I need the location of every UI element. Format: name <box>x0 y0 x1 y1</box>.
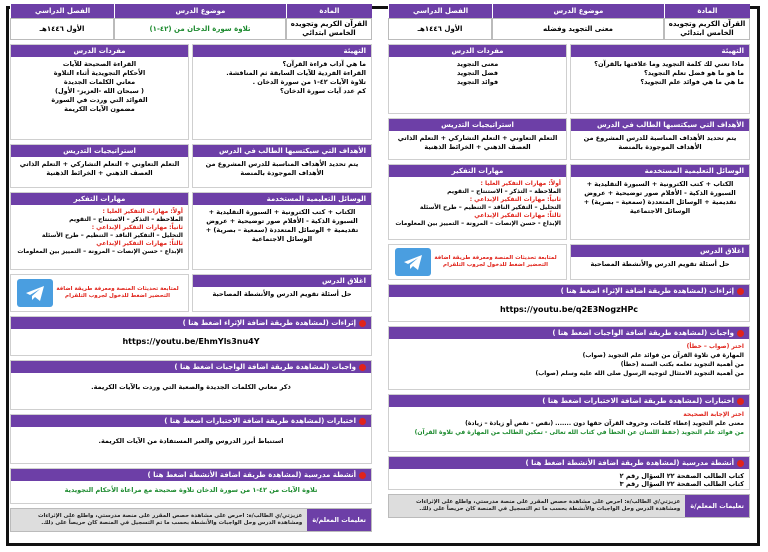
enrich-title[interactable]: إثراءات (لمشاهدة طريقة اضافة الإثراء اضغط هنا ) <box>389 285 749 297</box>
thinking-level-2: ثانياً: مهارات التفكير الإبداعي : <box>91 224 183 231</box>
content-line: الفوائد التي وردت في السورة <box>51 96 148 104</box>
term-value: الأول ١٤٤٦هـ <box>10 18 114 40</box>
thinking-box <box>388 164 567 240</box>
homework-box <box>388 326 750 390</box>
intro-line: تلاوة الآيات ٤٢-١ من سورة الدخان . <box>252 78 366 86</box>
tests-line: من فوائد علم التجويد (حفظ اللسان عن الخطأ في كتاب الله تعالى - تمكين الطالب من المهارة في تلاوة القرآن) <box>414 429 744 436</box>
activities-line: كتاب الطالب الصفحة ٢٢ السؤال رقم ٢ <box>619 472 744 480</box>
intro-box <box>570 44 750 114</box>
content-line: مضمون الآيات الكريمة <box>64 105 135 113</box>
content-box <box>388 44 567 114</box>
homework-line: من أهمية التجويد الامتثال لتوجيه الرسول صلى الله عليه وسلم (صواب) <box>535 370 744 377</box>
enrich-link[interactable]: https://youtu.be/EhmYls3nu4Y <box>122 337 260 346</box>
homework-line: المهارة في تلاوة القرآن من فوائد علم التجويد (صواب) <box>582 352 744 359</box>
goals-text: يتم تحديد الأهداف المناسبة للدرس المشروع من الأهداف الموجودة بالمنصة <box>583 134 737 151</box>
thinking-level-3: ثالثاً: مهارات التفكير الإبداعي <box>474 212 561 219</box>
tests-line: معنى علم التجويد إعطاء كلمات، وحروف القرآن حقها دون ....... (نقص - نقص أو زيادة – زيادة) <box>465 420 744 427</box>
telegram-text: لمتابعة تحديثات المنصة ومعرفة طريقة اضافة التحضير اضغط للدخول لجروب التلقرام <box>434 255 557 268</box>
content-title: مفردات الدرس <box>11 45 188 57</box>
aids-text: الكتاب + كتب الكترونية + السبورة التقليدية + السبورة الذكية - الأقلام صور توضيحية + عروض تقديمية + الوسائل المتعددة (سمعية – بصرية) + الوسائل الاجتماعية <box>583 180 737 215</box>
intro-line: كم عدد آيات سورة الدخان؟ <box>279 87 366 95</box>
subject-header: المادة <box>286 4 372 18</box>
strategies-title: استراتيجيات التدريس <box>389 119 566 131</box>
topic-value: معنى التجويد وفضله <box>492 18 664 40</box>
aids-title: الوسائل التعليمية المستخدمة <box>571 165 749 177</box>
goals-title: الأهداف التي سيكتسبها الطالب في الدرس <box>193 145 371 157</box>
header-labels <box>10 4 372 18</box>
content-line: معنى التجويد <box>456 60 499 68</box>
record-icon <box>737 398 744 405</box>
thinking-text-3: الإبداع - حسن الإنصات – المرونة – التمييز بين المعلومات <box>395 220 561 227</box>
intro-box <box>192 44 372 140</box>
homework-line: من أهمية التجويد تعلمه بكتب السنة (خطأ) <box>620 361 744 368</box>
closing-text: حل أسئلة تقويم الدرس والأنشطة المصاحبة <box>590 260 730 268</box>
content-line: فوائد التجويد <box>456 78 499 86</box>
topic-header: موضوع الدرس <box>492 4 664 18</box>
notes-text: عزيزتي/ي الطالب/ة: احرص على مشاهدة حصص المقرر على منصة مدرستي، واطلع على الإثراءات ومشاهدة الدرس وحل الواجبات والأنشطة بحسب ما تم التسجيل في المنصة كان حريصاً على ذلك. <box>38 513 303 526</box>
content-box <box>10 44 189 140</box>
term-value: الأول ١٤٤٦هـ <box>388 18 492 40</box>
telegram-icon[interactable] <box>17 279 53 307</box>
aids-box <box>192 192 372 270</box>
aids-title: الوسائل التعليمية المستخدمة <box>193 193 371 205</box>
topic-header: موضوع الدرس <box>114 4 286 18</box>
telegram-box[interactable] <box>388 244 567 280</box>
header-labels <box>388 4 750 18</box>
goals-box <box>192 144 372 188</box>
goals-text: يتم تحديد الأهداف المناسبة للدرس المشروع من الأهداف الموجودة بالمنصة <box>205 160 359 177</box>
intro-line: ما هي آداب قراءة القرآن؟ <box>282 60 366 68</box>
thinking-level-1: أولاً: مهارات التفكير العليا : <box>480 180 561 187</box>
activities-title[interactable]: أنشطة مدرسية (لمشاهدة طريقة اضافة الأنشطة اضغط هنا ) <box>389 457 749 469</box>
homework-title[interactable]: واجبات (لمشاهدة طريقة اضافة الواجبات اضغط هنا ) <box>389 327 749 339</box>
enrich-box <box>388 284 750 322</box>
record-icon <box>359 472 366 479</box>
activities-box <box>10 468 372 504</box>
record-icon <box>359 418 366 425</box>
enrich-box <box>10 316 372 356</box>
notes-label: تعليمات المعلم/ة <box>307 509 371 531</box>
intro-line: ما هو ما هو فضل تعلم التجويد؟ <box>643 69 744 77</box>
telegram-box[interactable] <box>10 274 189 312</box>
strategies-text: التعلم التعاوني + التعلم التشاركي + التعلم الذاتي العصف الذهني + الخرائط الذهنية <box>397 134 558 151</box>
thinking-level-2: ثانياً: مهارات التفكير الإبداعي : <box>469 196 561 203</box>
telegram-text: لمتابعة تحديثات المنصة ومعرفة طريقة اضافة التحضير اضغط للدخول لجروب التلقرام <box>56 286 179 299</box>
goals-box <box>570 118 750 160</box>
subject-value: القرآن الكريم وتجويده الخامس ابتدائي <box>286 18 372 40</box>
strategies-text: التعلم التعاوني + التعلم التشاركي + التعلم الذاتي العصف الذهني + الخرائط الذهنية <box>19 160 180 177</box>
closing-box <box>192 274 372 312</box>
closing-text: حل أسئلة تقويم الدرس والأنشطة المصاحبة <box>212 290 352 298</box>
activities-box <box>388 456 750 490</box>
content-line: ( سبحان الله -العزيز- الأول) <box>55 87 144 95</box>
subject-value: القرآن الكريم وتجويده الخامس ابتدائي <box>664 18 750 40</box>
enrich-link[interactable]: https://youtu.be/q2E3NogzHPc <box>499 305 639 314</box>
activities-text: تلاوة الآيات من ٤٢-١ من سورة الدخان تلاوة صحيحة مع مراعاة الأحكام التجويدية <box>64 486 318 494</box>
content-line: القراءة الصحيحة للآيات <box>62 60 137 68</box>
thinking-text-1: الملاحظة – التذكر – الاستنتاج – التقويم <box>69 216 183 223</box>
tests-box <box>10 414 372 464</box>
thinking-title: مهارات التفكير <box>389 165 566 177</box>
thinking-text-1: الملاحظة – التذكر – الاستنتاج – التقويم <box>447 188 561 195</box>
content-line: فضل التجويد <box>456 69 498 77</box>
header-values <box>10 18 372 40</box>
activities-line: كتاب الطالب الصفحة ٢٢ السؤال رقم ٣ <box>619 480 744 488</box>
intro-line: ماذا تعني لك كلمة التجويد وما علاقتها بالقرآن؟ <box>594 60 744 68</box>
homework-line: اختر (صواب – خطأ) <box>686 343 744 350</box>
tests-text: استنباط أبرز الدروس والعبر المستفادة من الآيات الكريمة. <box>98 437 284 445</box>
strategies-title: استراتيجيات التدريس <box>11 145 188 157</box>
record-icon <box>359 364 366 371</box>
topic-value: تلاوة سورة الدخان من (٤٢-١) <box>114 18 286 40</box>
subject-header: المادة <box>664 4 750 18</box>
content-title: مفردات الدرس <box>389 45 566 57</box>
tests-line: اختر الإجابة الصحيحة <box>683 411 744 418</box>
thinking-box <box>10 192 189 270</box>
record-icon <box>359 320 366 327</box>
thinking-title: مهارات التفكير <box>11 193 188 205</box>
teacher-notes <box>388 494 750 518</box>
record-icon <box>737 460 744 467</box>
thinking-text-3: الإبداع - حسن الإنصات – المرونة – التمييز بين المعلومات <box>17 248 183 255</box>
term-header: الفصل الدراسي <box>388 4 492 18</box>
telegram-icon[interactable] <box>395 248 431 276</box>
tests-title[interactable]: اختبارات (لمشاهدة طريقة اضافة الاختبارات اضغط هنا ) <box>389 395 749 407</box>
closing-box <box>570 244 750 280</box>
homework-text: ذكر معاني الكلمات الجديدة والصعبة التي وردت بالآيات الكريمة. <box>91 383 291 391</box>
content-line: الأحكام التجويدية أثناء التلاوة <box>53 69 146 77</box>
closing-title: اغلاق الدرس <box>571 245 749 257</box>
strategies-box <box>10 144 189 188</box>
goals-title: الأهداف التي سيكتسبها الطالب في الدرس <box>571 119 749 131</box>
notes-text: عزيزتي/ي الطالب/ة: احرص على مشاهدة حصص المقرر على منصة مدرستي، واطلع على الإثراءات ومشاهدة الدرس وحل الواجبات والأنشطة بحسب ما تم التسجيل في المنصة كان حريصاً على ذلك. <box>416 499 681 512</box>
header-values <box>388 18 750 40</box>
activities-title[interactable]: أنشطة مدرسية (لمشاهدة طريقة اضافة الأنشطة اضغط هنا ) <box>11 469 371 481</box>
lesson-plan-right <box>388 4 750 534</box>
record-icon <box>737 288 744 295</box>
homework-title[interactable]: واجبات (لمشاهدة طريقة اضافة الواجبات اضغط هنا ) <box>11 361 371 373</box>
closing-title: اغلاق الدرس <box>193 275 371 287</box>
notes-label: تعليمات المعلم/ة <box>685 495 749 517</box>
strategies-box <box>388 118 567 160</box>
intro-line: القراءة الفردية للآيات السابقة ثم المناقشة. <box>226 69 366 77</box>
enrich-title[interactable]: إثراءات (لمشاهدة طريقة اضافة الإثراء اضغط هنا ) <box>11 317 371 329</box>
thinking-level-1: أولاً: مهارات التفكير العليا : <box>102 208 183 215</box>
thinking-text-2: التحليل – التفكير الناقد – التنظيم – طرح الأسئلة <box>41 232 183 239</box>
intro-title: التهيئة <box>571 45 749 57</box>
aids-box <box>570 164 750 240</box>
term-header: الفصل الدراسي <box>10 4 114 18</box>
thinking-level-3: ثالثاً: مهارات التفكير الإبداعي <box>96 240 183 247</box>
lesson-plan-left <box>10 4 372 534</box>
aids-text: الكتاب + كتب الكترونية + السبورة التقليدية + السبورة الذكية - الأقلام صور توضيحية + عروض تقديمية + الوسائل المتعددة (سمعية – بصرية) + الوسائل الاجتماعية <box>205 208 359 243</box>
teacher-notes <box>10 508 372 532</box>
tests-title[interactable]: اختبارات (لمشاهدة طريقة اضافة الاختبارات اضغط هنا ) <box>11 415 371 427</box>
intro-line: ما هي ما هي فوائد علم التجويد؟ <box>640 78 744 86</box>
intro-title: التهيئة <box>193 45 371 57</box>
record-icon <box>737 330 744 337</box>
content-line: معاني الكلمات الجديدة <box>63 78 136 86</box>
homework-box <box>10 360 372 410</box>
tests-box <box>388 394 750 452</box>
thinking-text-2: التحليل – التفكير الناقد – التنظيم – طرح الأسئلة <box>419 204 561 211</box>
